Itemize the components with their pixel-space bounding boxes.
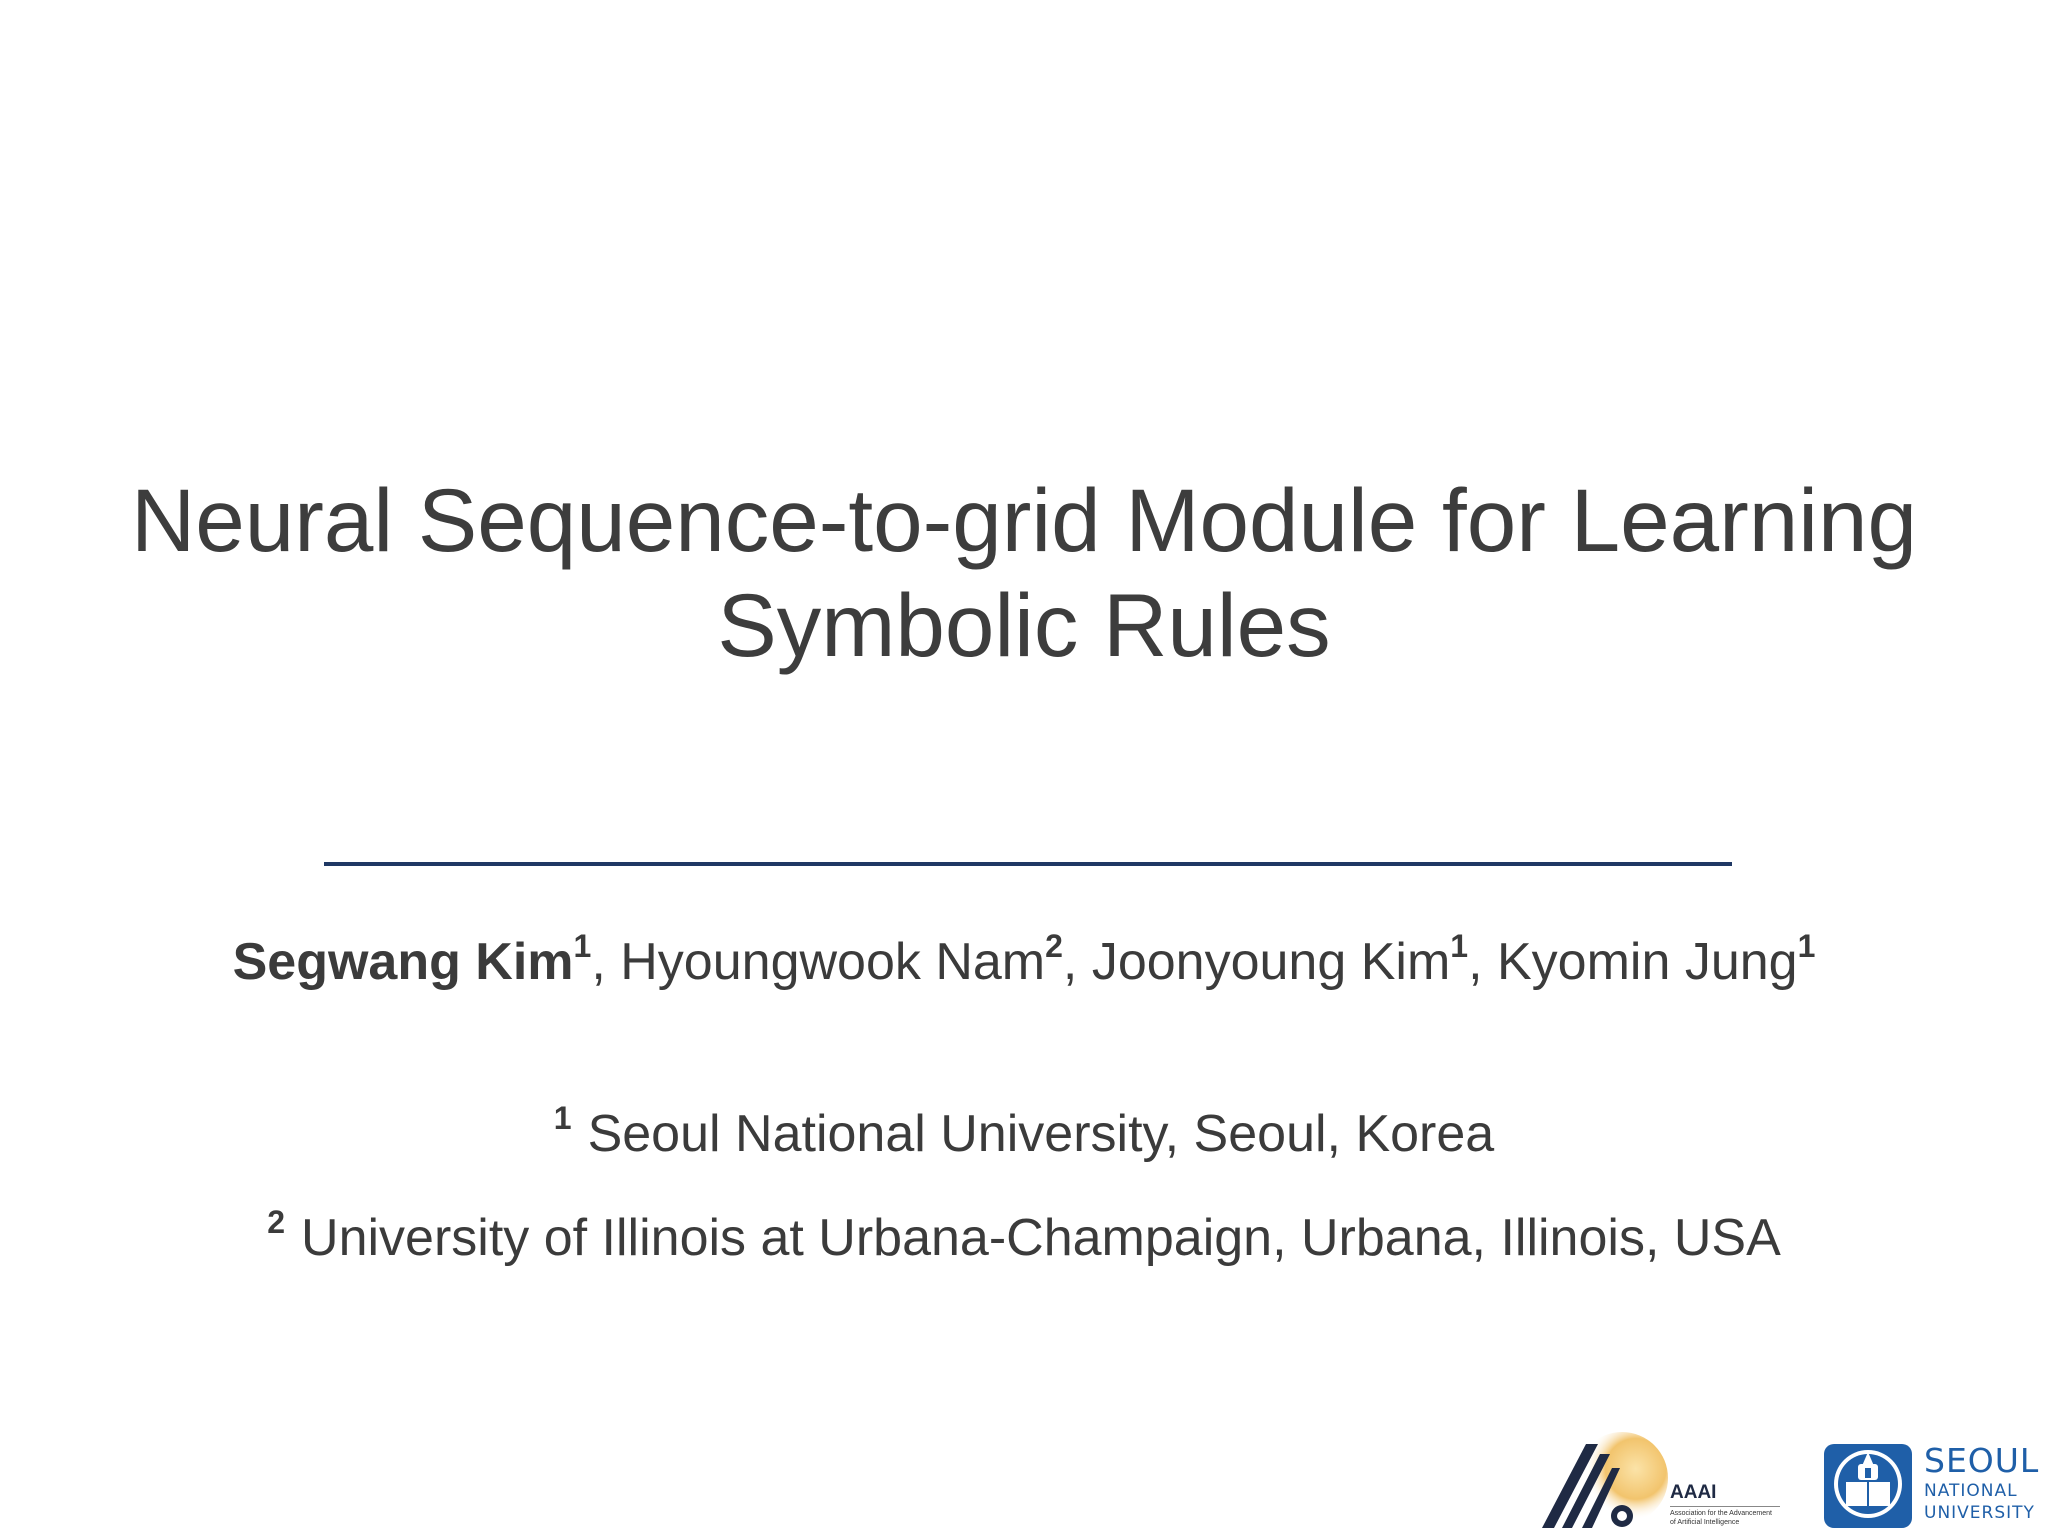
affiliation-1	[0, 1102, 2048, 1166]
author-list	[0, 930, 2048, 994]
author-sup-2: 2	[1045, 928, 1063, 964]
affiliation-text-2: University of Illinois at Urbana-Champaign, Urbana, Illinois, USA	[301, 1209, 1781, 1267]
author-name-2: Hyoungwook Nam	[620, 933, 1046, 991]
author-sep-2: ,	[1062, 933, 1092, 991]
affiliation-sup-1: 1	[553, 1100, 572, 1136]
author-sep-1: ,	[591, 933, 621, 991]
author-sep-3: ,	[1468, 933, 1497, 991]
aaai-subtitle-line2: of Artificial Intelligence	[1670, 1519, 1740, 1526]
snu-wordmark	[1924, 1442, 2039, 1524]
affiliation-2	[0, 1206, 2048, 1270]
snu-emblem-icon	[1820, 1440, 1916, 1532]
author-sup-1: 1	[573, 928, 592, 964]
snu-line-2: NATIONAL	[1924, 1481, 2018, 1501]
author-sup-3: 1	[1450, 928, 1469, 964]
aaai-name: AAAI	[1670, 1482, 1717, 1503]
author-name-3: Joonyoung Kim	[1091, 933, 1451, 991]
slide-title	[0, 468, 2048, 678]
author-name-1: Segwang Kim	[232, 933, 574, 991]
aaai-subtitle-line1: Association for the Advancement	[1670, 1510, 1772, 1517]
snu-line-1: SEOUL	[1924, 1441, 2040, 1480]
aaai-subtitle	[1670, 1509, 1790, 1527]
author-sup-4: 1	[1797, 928, 1816, 964]
snu-logo	[1820, 1440, 2040, 1536]
title-line-2: Symbolic Rules	[717, 575, 1331, 675]
author-name-4: Kyomin Jung	[1496, 933, 1798, 991]
affiliation-text-1: Seoul National University, Seoul, Korea	[587, 1105, 1495, 1163]
affiliation-sup-2: 2	[267, 1204, 286, 1240]
aaai-divider	[1670, 1506, 1780, 1507]
snu-line-3: UNIVERSITY	[1924, 1503, 2035, 1523]
title-line-1: Neural Sequence-to-grid Module for Learning	[131, 470, 1917, 570]
aaai-logo	[1540, 1430, 1790, 1530]
aaai-emblem-icon	[1540, 1430, 1670, 1530]
title-divider	[324, 862, 1732, 866]
